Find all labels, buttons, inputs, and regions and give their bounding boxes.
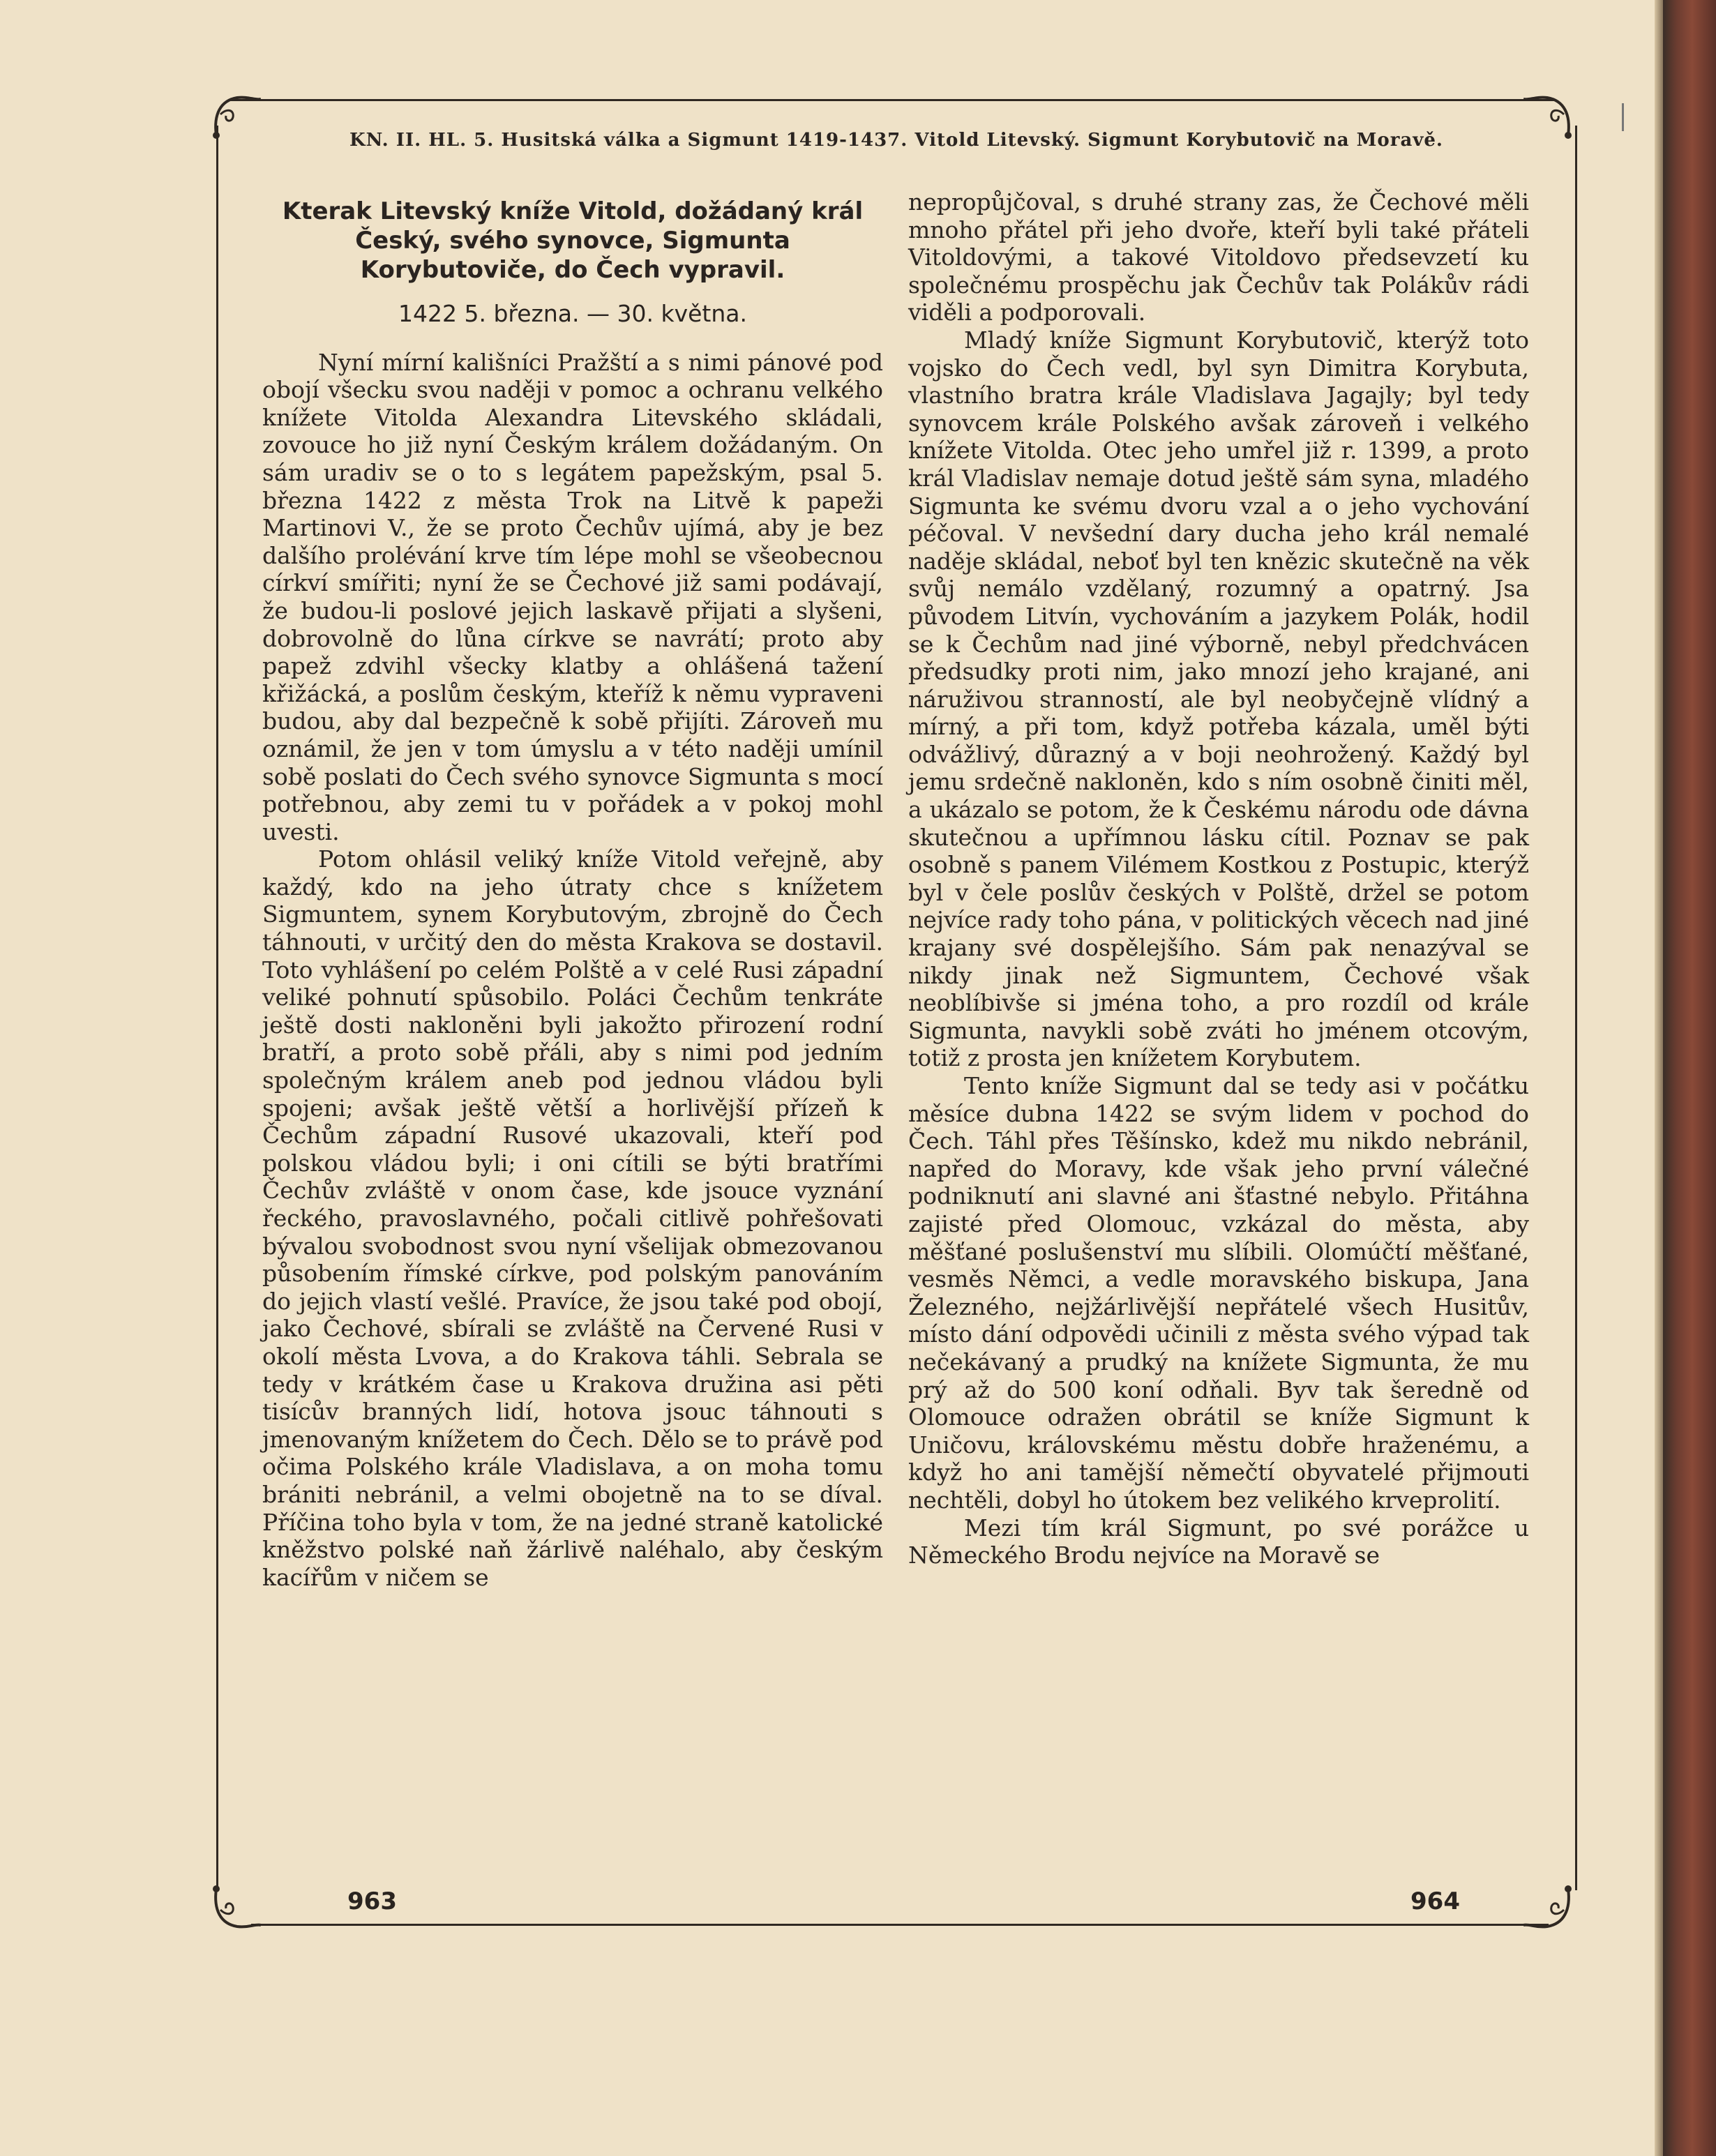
chapter-heading: Kterak Litevský kníže Vitold, dožádaný král Český, svého synovce, Sigmunta Korybutoviče, do Čech vypravil. [282, 197, 864, 284]
paragraph: Mezi tím král Sigmunt, po své porážce u Německého Brodu nejvíce na Moravě se [908, 1514, 1529, 1569]
running-head: KN. II. HL. 5. Husitská válka a Sigmunt 1419-1437. Vitold Litevský. Sigmunt Korybutovič na Moravě. [349, 130, 1443, 151]
paragraph: Tento kníže Sigmunt dal se tedy asi v počátku měsíce dubna 1422 se svým lidem v pochod do Čech. Táhl přes Těšínsko, kdež mu nikdo nebránil, napřed do Moravy, kde však jeho první válečné podniknutí ani slavné ani šťastné nebylo. Přitáhna zajisté před Olomouc, vzkázal do města, aby měšťané poslušenství mu slíbili. Olomúčtí měšťané, vesměs Němci, a vedle moravského biskupa, Jana Železného, nejžárlivější nepřátelé všech Husitův, místo dání odpovědi učinili z města svého výpad tak nečekávaný a prudký na knížete Sigmunta, že mu prý až do 500 koní odňali. Byv tak šeredně od Olomouce odražen obrátil se kníže Sigmunt k Uničovu, královskému městu dobře hraženému, a když ho ani tamější němečtí obyvatelé přijmouti nechtěli, dobyl ho útokem bez velikého krveprolití. [908, 1072, 1529, 1514]
paragraph: Mladý kníže Sigmunt Korybutovič, kterýž toto vojsko do Čech vedl, byl syn Dimitra Korybuta, vlastního bratra krále Vladislava Jagajly; byl tedy synovcem krále Polského avšak zároveň i velkého knížete Vitolda. Otec jeho umřel již r. 1399, a proto král Vladislav nemaje dotud ještě sám syna, mladého Sigmunta ke svému dvoru vzal a o jeho vychování péčoval. V nevšední dary ducha jeho král nemalé naděje skládal, neboť byl ten knězic skutečně na věk svůj nemálo vzdělaný, rozumný a opatrný. Jsa původem Litvín, vychováním a jazykem Polák, hodil se k Čechům nad jiné výborně, nebyl předchvácen předsudky proti nim, jako mnozí jeho krajané, ani náruživou stranností, ale byl neobyčejně vlídný a mírný, a při tom, když potřeba kázala, uměl býti odvážlivý, důrazný a v boji neohrožený. Každý byl jemu srdečně nakloněn, kdo s ním osobně činiti měl, a ukázalo se potom, že k Českému národu ode dávna skutečnou a upřímnou lásku cítil. Poznav se pak osobně s panem Vilémem Kostkou z Postupic, kterýž byl v čele poslův českých v Polště, držel se potom nejvíce rady toho pána, v politických věcech nad jiné krajany své dospělejšího. Sám pak nenazýval se nikdy jinak než Sigmuntem, Čechové však neoblíbivše si jména toho, a pro rozdíl od krále Sigmunta, navykli sobě zváti ho jménem otcovým, totiž z prosta jen knížetem Korybutem. [908, 326, 1529, 1072]
corner-ornament-bottom-right-icon [1516, 1876, 1578, 1938]
paragraph: Nyní mírní kališníci Pražští a s nimi pánové pod obojí všecku svou naději v pomoc a ochranu velkého knížete Vitolda Alexandra Litevského skládali, zovouce ho již nyní Českým králem dožádaným. On sám uradiv se o to s legátem papežským, psal 5. března 1422 z města Trok na Litvě k papeži Martinovi V., že se proto Čechův ujímá, aby je bez dalšího prolévání krve tím lépe mohl se všeobecnou církví smířiti; nyní že se Čechové již sami podávají, že budou-li poslové jejich laskavě přijati a slyšeni, dobrovolně do lůna církve se navrátí; proto aby papež zdvihl všecky klatby a ohlášená tažení křižácká, a poslům českým, kteříž k němu vypraveni budou, aby dal bezpečně k sobě přijíti. Zároveň mu oznámil, že jen v tom úmyslu a v této naději umínil sobě poslati do Čech svého synovce Sigmunta s mocí potřebnou, aby zemi tu v pořádek a v pokoj mohl uvesti. [262, 348, 883, 845]
left-column [262, 188, 883, 1591]
frame-bottom-rule [251, 1924, 1549, 1926]
book-spine [1663, 0, 1716, 2156]
frame-left-rule [216, 126, 218, 1890]
frame-right-rule [1575, 126, 1577, 1890]
corner-ornament-bottom-left-icon [206, 1876, 268, 1938]
frame-top-rule [230, 99, 1556, 101]
page-number-right: 964 [1410, 1887, 1460, 1915]
margin-mark [1622, 103, 1624, 131]
paragraph: nepropůjčoval, s druhé strany zas, že Čechové měli mnoho přátel při jeho dvoře, kteří byli také přáteli Vitoldovými, a takové Vitoldovo předsevzetí ku společnému prospěchu jak Čechův tak Polákův rádi viděli a podporovali. [908, 188, 1529, 326]
page-number-left: 963 [347, 1887, 397, 1915]
chapter-date: 1422 5. března. — 30. května. [398, 300, 747, 327]
paragraph: Potom ohlásil veliký kníže Vitold veřejně, aby každý, kdo na jeho útraty chce s knížetem Sigmuntem, synem Korybutovým, zbrojně do Čech táhnouti, v určitý den do města Krakova se dostavil. Toto vyhlášení po celém Polště a v celé Rusi západní veliké pohnutí spůsobilo. Poláci Čechům tenkráte ještě dosti nakloněni byli jakožto přirození rodní bratří, a proto sobě přáli, aby s nimi pod jedním společným králem aneb pod jednou vládou byli spojeni; avšak ještě větší a horlivější přízeň k Čechům západní Rusové ukazovali, kteří pod polskou vládou byli; i oni cítili se býti bratřími Čechův zvláště v onom čase, kde jsouce vyznání řeckého, pravoslavného, počali citlivě pohřešovati bývalou svobodnost svou nyní všelijak obmezovanou působením římské církve, pod polským panováním do jejich vlastí vešlé. Pravíce, že jsou také pod obojí, jako Čechové, sbírali se zvláště na Červené Rusi v okolí města Lvova, a do Krakova táhli. Sebrala se tedy v krátkém čase u Krakova družina asi pěti tisícův branných lidí, hotova jsouc táhnouti s jmenovaným knížetem do Čech. Dělo se to právě pod očima Polského krále Vladislava, a on moha tomu brániti nebránil, a velmi obojetně na to se díval. Příčina toho byla v tom, že na jedné straně katolické kněžstvo polské naň žárlivě naléhalo, aby českým kacířům v ničem se [262, 845, 883, 1591]
right-column [908, 188, 1529, 1569]
